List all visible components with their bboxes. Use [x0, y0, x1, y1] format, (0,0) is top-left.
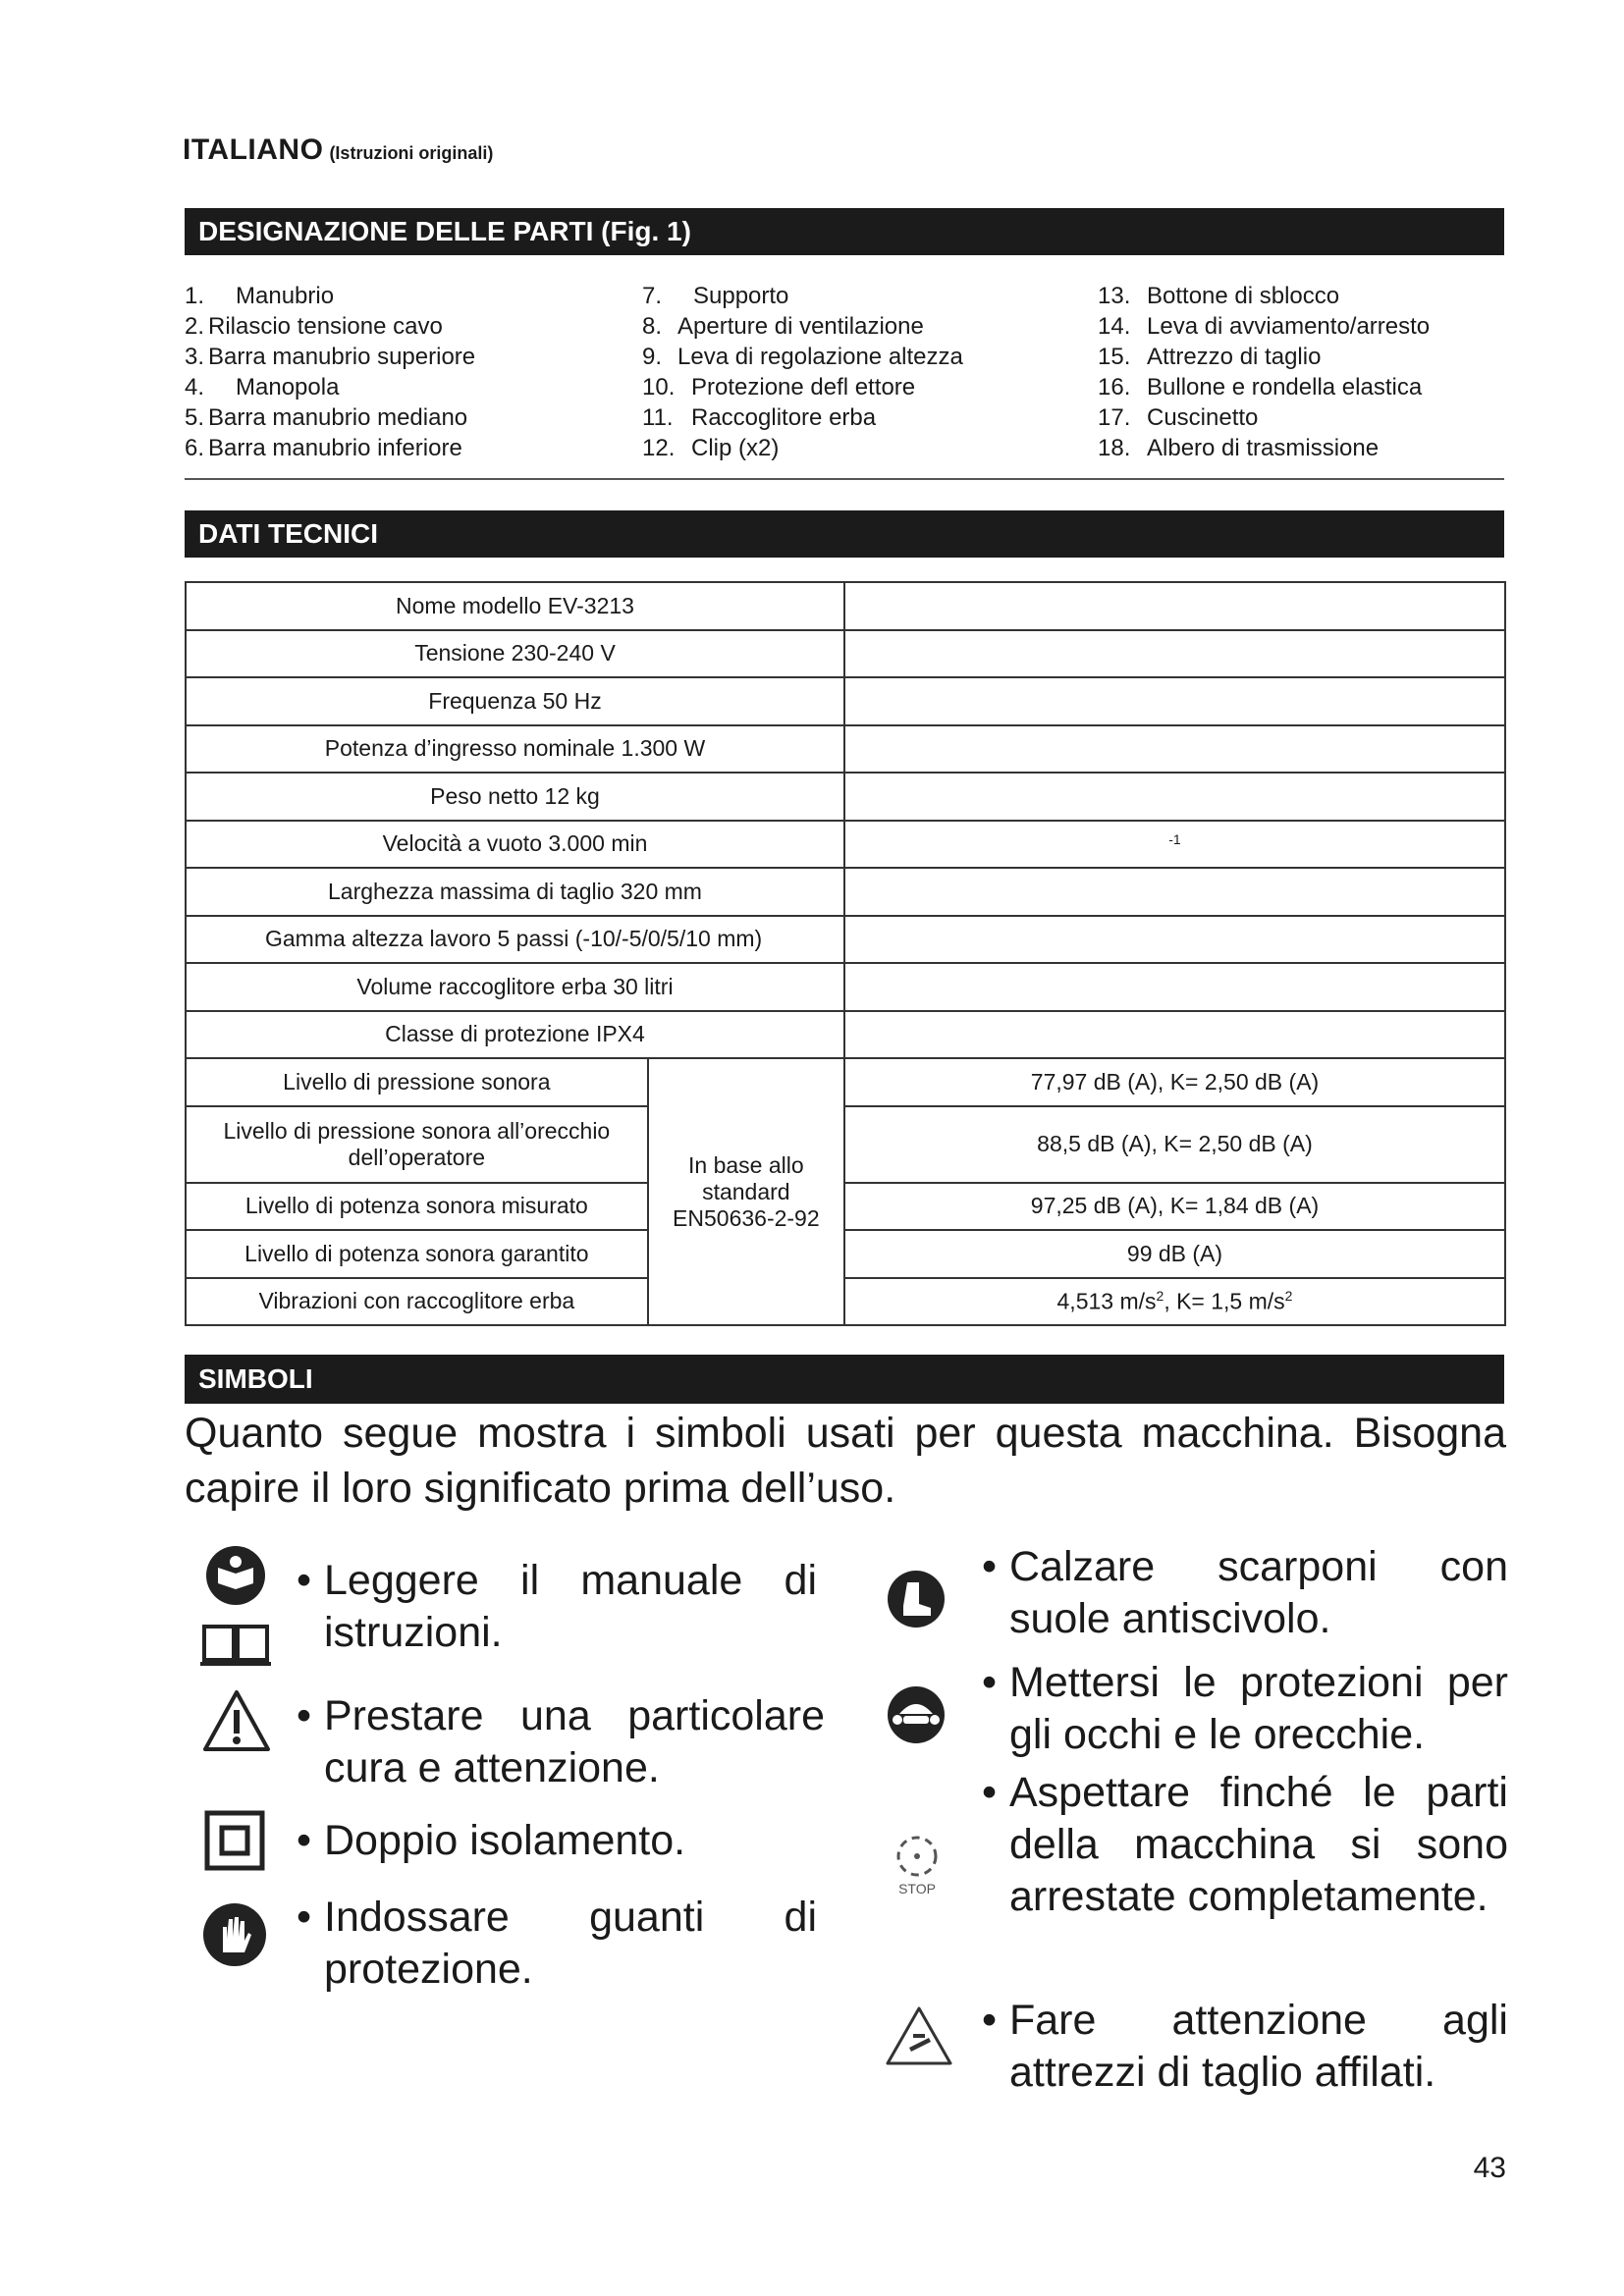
- spec-value: [844, 1011, 1505, 1059]
- symbol-item: • Indossare guanti di protezione.: [297, 1892, 817, 1996]
- part-item: 11. Raccoglitore erba: [642, 404, 877, 431]
- table-row: [186, 1230, 1505, 1278]
- spec-value: [844, 677, 1505, 725]
- spec-value: [844, 582, 1505, 630]
- noise-value: 88,5 dB (A), K= 2,50 dB (A): [844, 1106, 1505, 1183]
- part-item: 18. Albero di trasmissione: [1098, 435, 1380, 461]
- spec-value: [844, 773, 1505, 821]
- table-row: [186, 916, 1505, 964]
- part-item: 5. Barra manubrio mediano: [185, 404, 468, 431]
- parts-column-1: [185, 281, 475, 463]
- part-item: 3. Barra manubrio superiore: [185, 344, 476, 370]
- spec-value: [844, 725, 1505, 774]
- spec-label: Potenza d’ingresso nominale 1.300 W: [186, 725, 844, 774]
- symbol-item: • Fare attenzione agli attrezzi di taglio affilati.: [982, 1995, 1508, 2099]
- part-item: 6. Barra manubrio inferiore: [185, 435, 462, 461]
- symbol-item: • Leggere il manuale di istruzioni.: [297, 1555, 817, 1659]
- symbol-item: • Doppio isolamento.: [297, 1815, 825, 1867]
- tech-section-title: DATI TECNICI: [185, 510, 1504, 558]
- parts-divider: [185, 478, 1504, 480]
- noise-label: Livello di pressione sonora all’orecchio dell’operatore: [186, 1106, 648, 1183]
- symbol-item: • Mettersi le protezioni per gli occhi e le orecchie.: [982, 1657, 1508, 1761]
- table-row: [186, 582, 1505, 630]
- table-row: [186, 725, 1505, 774]
- table-row: [186, 773, 1505, 821]
- wait-stop-icon: [888, 1832, 947, 1896]
- table-row: [186, 1106, 1505, 1183]
- language-subtitle: (Istruzioni originali): [329, 143, 494, 163]
- spec-value: [844, 963, 1505, 1011]
- table-row: [186, 677, 1505, 725]
- page-number: 43: [1473, 2152, 1506, 2184]
- part-item: 2. Rilascio tensione cavo: [185, 313, 443, 340]
- spec-value: [844, 916, 1505, 964]
- spec-label: Peso netto 12 kg: [186, 773, 844, 821]
- table-row: [186, 868, 1505, 916]
- spec-value: [844, 630, 1505, 678]
- stop-label: STOP: [898, 1881, 936, 1896]
- table-row: [186, 963, 1505, 1011]
- table-row: [186, 1011, 1505, 1059]
- warning-triangle-icon: [201, 1688, 272, 1758]
- page-header: [183, 133, 493, 167]
- noise-value: 99 dB (A): [844, 1230, 1505, 1278]
- table-row: [186, 821, 1505, 869]
- part-item: 17. Cuscinetto: [1098, 404, 1259, 431]
- spec-label: Tensione 230-240 V: [186, 630, 844, 678]
- language-label: ITALIANO: [183, 133, 324, 166]
- part-item: 10. Protezione defl ettore: [642, 374, 916, 400]
- noise-label: Livello di potenza sonora garantito: [186, 1230, 648, 1278]
- noise-value: 97,25 dB (A), K= 1,84 dB (A): [844, 1183, 1505, 1231]
- spec-label: Nome modello EV-3213: [186, 582, 844, 630]
- double-insulation-icon: [204, 1810, 265, 1876]
- part-item: 16. Bullone e rondella elastica: [1098, 374, 1423, 400]
- table-row: [186, 1183, 1505, 1231]
- spec-label: Classe di protezione IPX4: [186, 1011, 844, 1059]
- read-manual-icon: [196, 1544, 275, 1677]
- symbol-item: • Calzare scarponi con suole antiscivolo.: [982, 1541, 1508, 1645]
- symbol-item: • Prestare una particolare cura e attenzione.: [297, 1690, 825, 1794]
- symbols-section-title: SIMBOLI: [185, 1355, 1504, 1404]
- spec-label: Velocità a vuoto 3.000 min: [186, 821, 844, 869]
- noise-value: 77,97 dB (A), K= 2,50 dB (A): [844, 1058, 1505, 1106]
- gloves-icon: [201, 1901, 268, 1973]
- part-item: 13. Bottone di sblocco: [1098, 283, 1340, 309]
- part-item: 8. Aperture di ventilazione: [642, 313, 924, 340]
- tech-spec-table: [185, 581, 1506, 1326]
- spec-value: [844, 868, 1505, 916]
- noise-label: Livello di pressione sonora: [186, 1058, 648, 1106]
- part-item: 1. Manubrio: [185, 283, 335, 309]
- eye-ear-protection-icon: [886, 1684, 947, 1750]
- spec-label: Volume raccoglitore erba 30 litri: [186, 963, 844, 1011]
- spec-value: -1: [844, 821, 1505, 869]
- spec-label: Larghezza massima di taglio 320 mm: [186, 868, 844, 916]
- part-item: 14. Leva di avviamento/arresto: [1098, 313, 1431, 340]
- part-item: 7. Supporto: [642, 283, 789, 309]
- part-item: 4. Manopola: [185, 374, 340, 400]
- table-row: [186, 1058, 1505, 1106]
- part-item: 15. Attrezzo di taglio: [1098, 344, 1322, 370]
- safety-boots-icon: [886, 1569, 947, 1634]
- part-item: 12. Clip (x2): [642, 435, 780, 461]
- noise-label: Vibrazioni con raccoglitore erba: [186, 1278, 648, 1326]
- table-row: [186, 630, 1505, 678]
- parts-column-3: [1098, 281, 1430, 463]
- spec-label: Frequenza 50 Hz: [186, 677, 844, 725]
- part-item: 9. Leva di regolazione altezza: [642, 344, 963, 370]
- table-row: [186, 1278, 1505, 1326]
- noise-label: Livello di potenza sonora misurato: [186, 1183, 648, 1231]
- symbol-item: • Aspettare finché le parti della macchina si sono arrestate completamente.: [982, 1767, 1508, 1923]
- parts-column-2: [642, 281, 963, 463]
- sharp-blades-icon: [884, 2004, 954, 2072]
- standard-note: In base allo standard EN50636-2-92: [648, 1058, 844, 1325]
- symbols-intro: Quanto segue mostra i simboli usati per questa macchina. Bisogna capire il loro significato prima dell’uso.: [185, 1410, 1506, 1512]
- parts-section-title: DESIGNAZIONE DELLE PARTI (Fig. 1): [185, 208, 1504, 255]
- noise-value: 4,513 $m/s^2$, K= 1,5 $m/s^2$: [844, 1278, 1505, 1326]
- spec-label: Gamma altezza lavoro 5 passi (-10/-5/0/5/10 mm): [186, 916, 844, 964]
